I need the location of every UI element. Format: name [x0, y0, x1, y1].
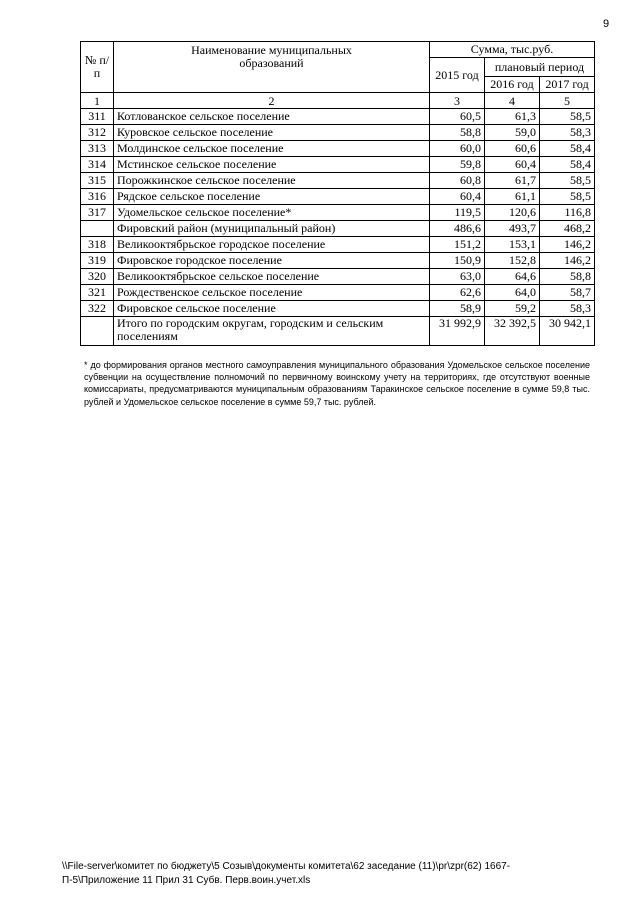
value-2016: 61,7	[485, 173, 540, 189]
value-2017: 58,5	[540, 173, 595, 189]
column-index: 4	[485, 93, 540, 109]
row-number	[81, 317, 114, 346]
footnote: * до формирования органов местного самоуправления муниципального образования Удомельское сельское поселение субвенции на осуществление полномочий по первичному воинскому учету на территориях, где отсутствуют военные комиссариаты, предусматриваются муниципальным образованиям Таракинское сельское поселение в сумме 59,8 тыс. рублей и Удомельское сельское поселение в сумме 59,7 тыс. рублей.	[84, 360, 590, 407]
value-2017: 58,3	[540, 301, 595, 317]
value-2016: 61,1	[485, 189, 540, 205]
value-2016: 59,0	[485, 125, 540, 141]
row-number: 311	[81, 109, 114, 125]
value-2015: 60,5	[430, 109, 485, 125]
row-name: Фировское сельское поселение	[114, 301, 430, 317]
row-name: Рождественское сельское поселение	[114, 285, 430, 301]
table-row	[81, 157, 595, 173]
row-name: Великооктябрьское сельское поселение	[114, 269, 430, 285]
value-2016: 120,6	[485, 205, 540, 221]
value-2016: 64,6	[485, 269, 540, 285]
value-2017: 58,3	[540, 125, 595, 141]
table-row	[81, 189, 595, 205]
column-index-row	[81, 93, 595, 109]
table-row	[81, 301, 595, 317]
value-2015: 60,8	[430, 173, 485, 189]
value-2015: 58,9	[430, 301, 485, 317]
column-index: 5	[540, 93, 595, 109]
value-2016: 153,1	[485, 237, 540, 253]
value-2015: 59,8	[430, 157, 485, 173]
value-2015: 60,0	[430, 141, 485, 157]
row-name: Котлованское сельское поселение	[114, 109, 430, 125]
row-number: 313	[81, 141, 114, 157]
total-2016: 32 392,5	[485, 317, 540, 346]
column-index: 3	[430, 93, 485, 109]
table-row	[81, 125, 595, 141]
value-2017: 58,4	[540, 141, 595, 157]
grand-total-row	[81, 317, 595, 346]
row-number: 320	[81, 269, 114, 285]
value-2017: 58,5	[540, 189, 595, 205]
table-row	[81, 253, 595, 269]
column-index: 1	[81, 93, 114, 109]
value-2017: 58,7	[540, 285, 595, 301]
file-path: \\File-server\комитет по бюджету\5 Созыв\документы комитета\62 заседание (11)\pr\zpr(62) 1667-П-5\Приложение 11 Прил 31 Субв. Перв.воин.учет.xls	[62, 861, 511, 886]
district-subtotal-row	[81, 221, 595, 237]
row-number: 312	[81, 125, 114, 141]
row-number: 322	[81, 301, 114, 317]
column-index: 2	[114, 93, 430, 109]
value-2016: 64,0	[485, 285, 540, 301]
value-2015: 119,5	[430, 205, 485, 221]
table-row	[81, 173, 595, 189]
subvention-table	[80, 41, 595, 346]
value-2016: 61,3	[485, 109, 540, 125]
value-2017: 58,8	[540, 269, 595, 285]
row-number: 318	[81, 237, 114, 253]
header-planned: плановый период	[485, 58, 595, 77]
value-2015: 486,6	[430, 221, 485, 237]
row-name: Порожкинское сельское поселение	[114, 173, 430, 189]
value-2017: 146,2	[540, 253, 595, 269]
value-2015: 62,6	[430, 285, 485, 301]
header-name: Наименование муниципальных образований	[114, 42, 430, 93]
value-2015: 150,9	[430, 253, 485, 269]
row-name: Фировский район (муниципальный район)	[114, 221, 430, 237]
row-name: Молдинское сельское поселение	[114, 141, 430, 157]
row-number	[81, 221, 114, 237]
row-name: Мстинское сельское поселение	[114, 157, 430, 173]
row-number: 315	[81, 173, 114, 189]
value-2015: 58,8	[430, 125, 485, 141]
row-number: 317	[81, 205, 114, 221]
value-2017: 58,4	[540, 157, 595, 173]
header-2015: 2015 год	[430, 58, 485, 93]
row-name: Рядское сельское поселение	[114, 189, 430, 205]
value-2016: 59,2	[485, 301, 540, 317]
row-name: Удомельское сельское поселение*	[114, 205, 430, 221]
row-name: Фировское городское поселение	[114, 253, 430, 269]
table-row	[81, 109, 595, 125]
total-2015: 31 992,9	[430, 317, 485, 346]
header-num: № п/п	[81, 42, 114, 93]
value-2017: 116,8	[540, 205, 595, 221]
total-2017: 30 942,1	[540, 317, 595, 346]
row-number: 321	[81, 285, 114, 301]
row-number: 314	[81, 157, 114, 173]
row-name: Куровское сельское поселение	[114, 125, 430, 141]
table-row	[81, 205, 595, 221]
table-row	[81, 269, 595, 285]
total-label: Итого по городским округам, городским и сельским поселениям	[114, 317, 430, 346]
value-2016: 60,6	[485, 141, 540, 157]
value-2017: 468,2	[540, 221, 595, 237]
header-2017: 2017 год	[540, 77, 595, 93]
value-2015: 60,4	[430, 189, 485, 205]
row-name: Великооктябрьское городское поселение	[114, 237, 430, 253]
value-2015: 63,0	[430, 269, 485, 285]
page-number: 9	[603, 18, 610, 30]
row-number: 319	[81, 253, 114, 269]
value-2016: 493,7	[485, 221, 540, 237]
value-2017: 146,2	[540, 237, 595, 253]
value-2016: 60,4	[485, 157, 540, 173]
table-row	[81, 141, 595, 157]
row-number: 316	[81, 189, 114, 205]
value-2017: 58,5	[540, 109, 595, 125]
header-sum: Сумма, тыс.руб.	[430, 42, 595, 58]
table-row	[81, 237, 595, 253]
header-2016: 2016 год	[485, 77, 540, 93]
value-2016: 152,8	[485, 253, 540, 269]
value-2015: 151,2	[430, 237, 485, 253]
table-row	[81, 285, 595, 301]
